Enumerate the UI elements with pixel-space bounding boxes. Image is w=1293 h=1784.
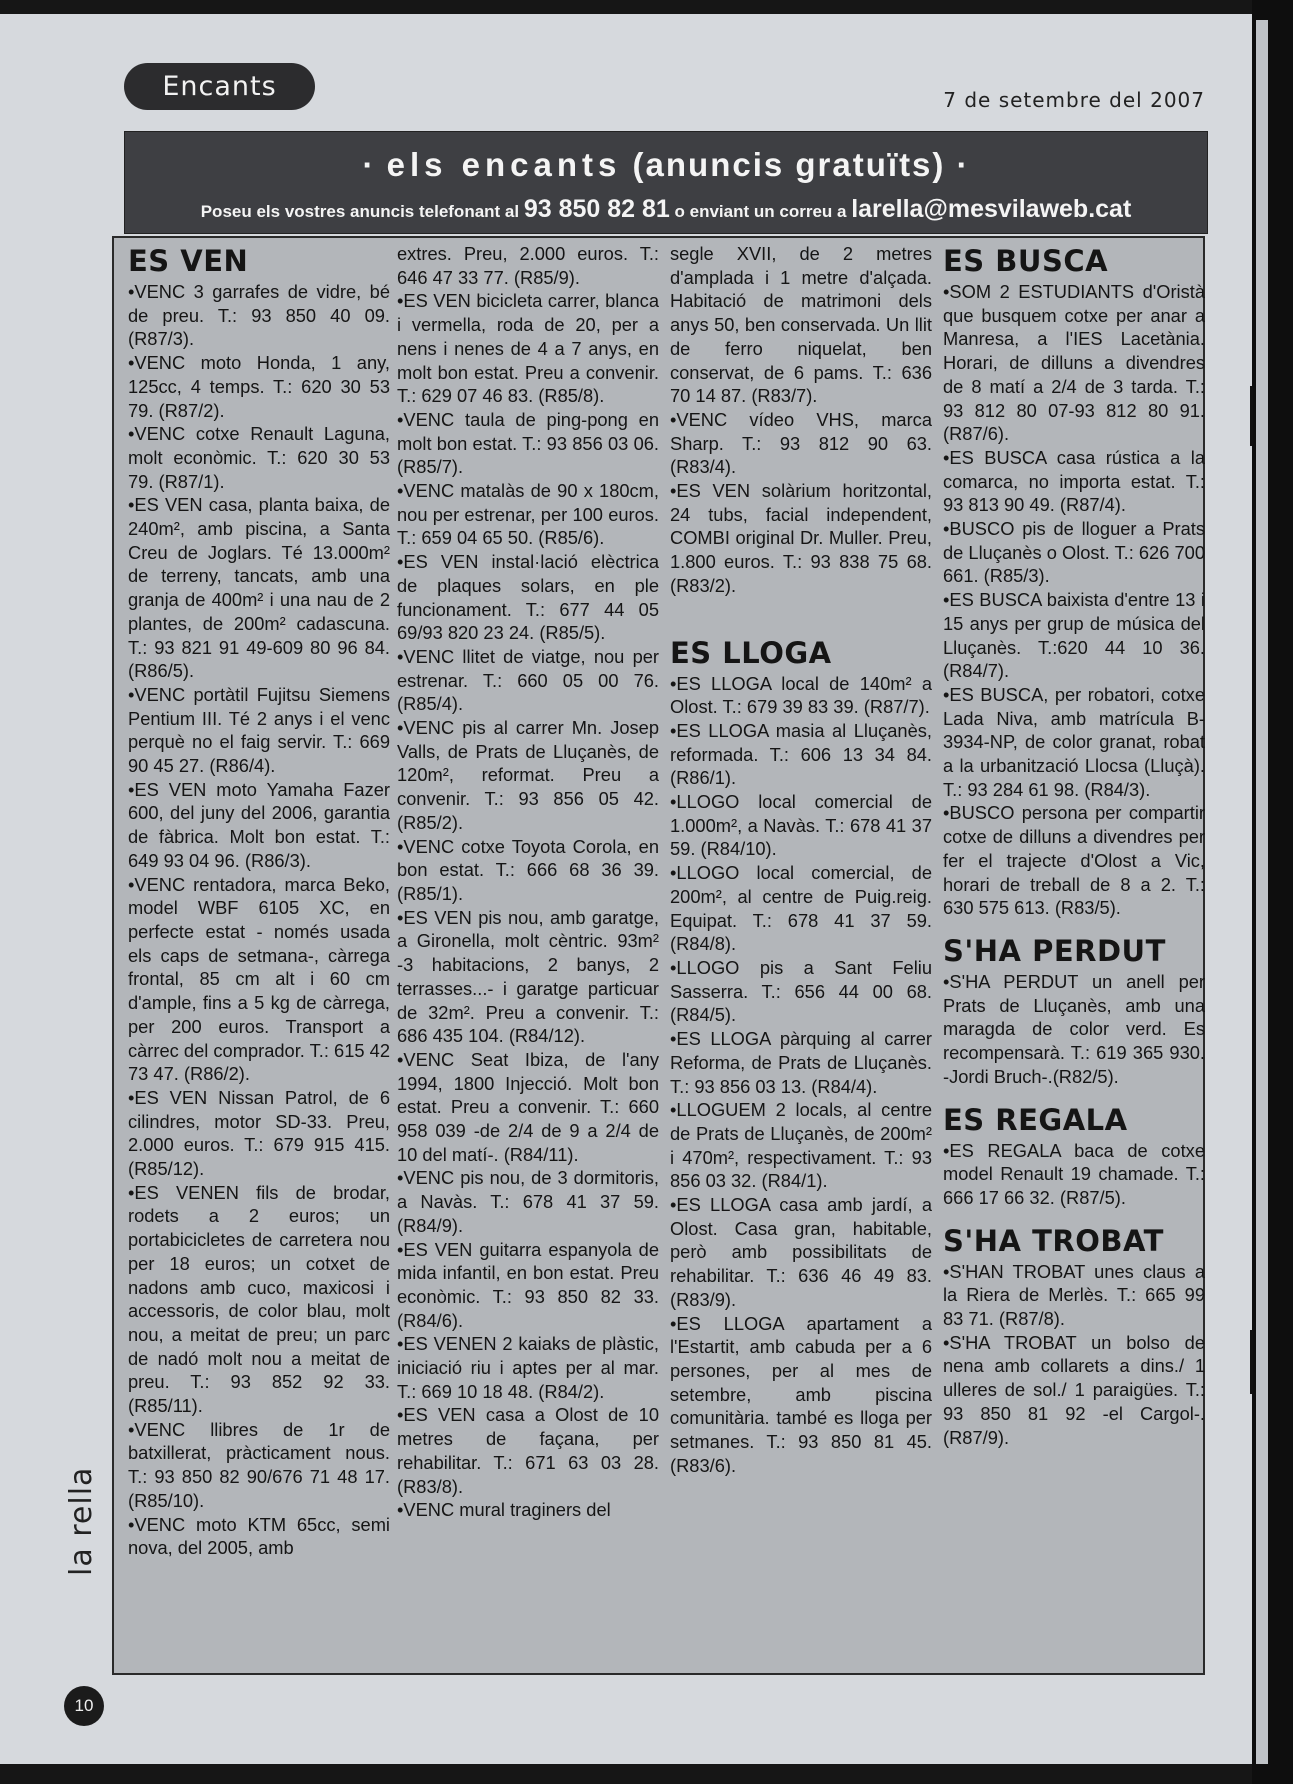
classified-ad: • BUSCO persona per compartir cotxe de dilluns a divendres per fer el trajecte d'Olost a Vic, horari de treball de 8 a 2. T.: 630 575 613. (R83/5). [943, 801, 1205, 920]
ad-continuation: segle XVII, de 2 metres d'amplada i 1 metre d'alçada. Habitació de matrimoni dels anys 50, ben conservada. Un llit de ferro niquelat, ben conservat, de 6 pams. T.: 636 70 14 87. (R83/7). [670, 243, 932, 407]
contact-phone: 93 850 82 81 [523, 195, 670, 223]
classified-ad: • S'HA PERDUT un anell per Prats de Lluçanès, amb una maragda de color verd. Es recompensarà. T.: 619 365 930. -Jordi Bruch-.(R82/5). [943, 970, 1205, 1089]
classified-ad: • ES VEN casa a Olost de 10 metres de façana, per rehabilitar. T.: 671 63 03 28. (R83/8). [397, 1403, 659, 1498]
classified-ad: • ES VEN moto Yamaha Fazer 600, del juny del 2006, garantia de fàbrica. Molt bon estat. T.: 649 93 04 96. (R86/3). [128, 778, 390, 873]
classified-ad: • ES REGALA baca de cotxe model Renault 19 chamade. T.: 666 17 66 32. (R87/5). [943, 1139, 1205, 1210]
classified-ad: • ES BUSCA casa rústica a la comarca, no importa estat. T.: 93 813 90 49. (R87/4). [943, 446, 1205, 517]
classified-ad: • VENC vídeo VHS, marca Sharp. T.: 93 812 90 63. (R83/4). [670, 408, 932, 479]
classified-ad: • VENC moto Honda, 1 any, 125cc, 4 temps. T.: 620 30 53 79. (R87/2). [128, 351, 390, 422]
heading-sha-trobat: S'HA TROBAT [943, 1223, 1164, 1258]
column-1 [128, 242, 390, 1670]
classifieds-panel [112, 236, 1205, 1675]
classified-ad: • ES VENEN 2 kaiaks de plàstic, iniciació riu i aptes per al mar. T.: 669 10 18 48. (R84/2). [397, 1332, 659, 1403]
classified-ad: • LLOGO local comercial, de 200m², al centre de Puig.reig. Equipat. T.: 678 41 37 59. (R84/8). [670, 861, 932, 956]
banner-sub-mid: o enviant un correu a [669, 202, 852, 221]
ad-continuation: extres. Preu, 2.000 euros. T.: 646 47 33 77. (R85/9). [397, 243, 659, 288]
classified-ad: • VENC Seat Ibiza, de l'any 1994, 1800 Injecció. Molt bon estat. Preu a convenir. T.: 660 958 039 -de 2/4 de 9 a 2/4 de 10 del matí-. (R84/11). [397, 1048, 659, 1167]
column-2 [397, 242, 659, 1670]
ads-sha-perdut [943, 970, 1205, 1089]
heading-es-lloga: ES LLOGA [670, 635, 832, 670]
classified-ad: • VENC pis al carrer Mn. Josep Valls, de Prats de Lluçanès, de 120m², reformat. Preu a convenir. T.: 93 856 05 42. (R85/2). [397, 716, 659, 835]
classified-ad: • VENC rentadora, marca Beko, model WBF 6105 XC, en perfecte estat - només usada els caps de setmana-, càrrega frontal, 85 cm alt i 60 cm d'ample, fins a 5 kg de càrrega, per 200 euros. Transport a càrrec del comprador. T.: 615 42 73 47. (R86/2). [128, 873, 390, 1086]
classifieds-banner [124, 131, 1208, 234]
ads-es-busca [943, 280, 1205, 920]
section-label: Encants [124, 63, 315, 110]
classified-ad: • VENC 3 garrafes de vidre, bé de preu. T.: 93 850 40 09. (R87/3). [128, 280, 390, 351]
classified-ad: • VENC cotxe Renault Laguna, molt econòmic. T.: 620 30 53 79. (R87/1). [128, 422, 390, 493]
classified-ad: • VENC cotxe Toyota Corola, en bon estat. T.: 666 68 36 39. (R85/1). [397, 835, 659, 906]
ads-es-lloga [670, 672, 932, 1478]
classified-ad: • ES VEN pis nou, amb garatge, a Gironella, molt cèntric. 93m² -3 habitacions, 2 banys, 2 terrasses...- i garatge particuar de 32m². Preu a convenir. T.: 686 435 104. (R84/12). [397, 906, 659, 1048]
classified-ad: • ES VEN Nissan Patrol, de 6 cilindres, motor SD-33. Preu, 2.000 euros. T.: 679 915 415. (R85/12). [128, 1086, 390, 1181]
issue-date: 7 de setembre del 2007 [943, 88, 1205, 112]
classified-ad: • ES LLOGA apartament a l'Estartit, amb cabuda per a 6 persones, per al mes de setembre, amb piscina comunitària. també es lloga per setmanes. T.: 93 850 81 45. (R83/6). [670, 1312, 932, 1478]
heading-es-busca: ES BUSCA [943, 244, 1109, 278]
classified-ad: • ES VEN bicicleta carrer, blanca i vermella, roda de 20, per a nens i nenes de 4 a 7 anys, en molt bon estat. Preu a convenir. T.: 629 07 46 83. (R85/8). [397, 289, 659, 408]
classified-ad: • ES BUSCA baixista d'entre 13 i 15 anys per grup de música del Lluçanès. T.:620 44 10 36. (R84/7). [943, 588, 1205, 683]
classified-ad: • LLOGUEM 2 locals, al centre de Prats de Lluçanès, de 200m² i 470m², respectivament. T.: 93 856 03 32. (R84/1). [670, 1098, 932, 1193]
column-4 [943, 242, 1205, 1670]
classified-ad: • VENC pis nou, de 3 dormitoris, a Navàs. T.: 678 41 37 59. (R84/9). [397, 1166, 659, 1237]
ads-es-ven-cont [397, 289, 659, 1522]
classified-ad: • ES VEN solàrium horitzontal, 24 tubs, facial independent, COMBI original Dr. Muller. Preu, 1.800 euros. T.: 93 838 75 68. (R83/2). [670, 479, 932, 598]
classified-ad: • VENC taula de ping-pong en molt bon estat. T.: 93 856 03 06. (R85/7). [397, 408, 659, 479]
classified-ad: • ES LLOGA casa amb jardí, a Olost. Casa gran, habitable, però amb possibilitats de rehabilitar. T.: 636 46 49 83. (R83/9). [670, 1193, 932, 1312]
heading-es-ven: ES VEN [128, 244, 249, 278]
heading-es-regala: ES REGALA [943, 1102, 1128, 1137]
banner-title-pre: · [362, 146, 387, 183]
classified-ad: • VENC mural traginers del [397, 1498, 659, 1522]
classified-ad: • VENC llibres de 1r de batxillerat, pràcticament nous. T.: 93 850 82 90/676 71 48 17. (R85/10). [128, 1418, 390, 1513]
ads-es-ven-end [670, 408, 932, 598]
publication-brand [64, 1536, 99, 1576]
page-number: 10 [64, 1686, 104, 1726]
heading-sha-perdut: S'HA PERDUT [943, 933, 1166, 968]
classified-ad: • S'HAN TROBAT unes claus a la Riera de Merlès. T.: 665 99 83 71. (R87/8). [943, 1260, 1205, 1331]
classified-ad: • ES LLOGA pàrquing al carrer Reforma, de Prats de Lluçanès. T.: 93 856 03 13. (R84/4). [670, 1027, 932, 1098]
classified-ad: • VENC llitet de viatge, nou per estrenar. T.: 660 05 00 76. (R85/4). [397, 645, 659, 716]
banner-subtitle [125, 195, 1207, 224]
classified-ad: • VENC portàtil Fujitsu Siemens Pentium III. Té 2 anys i el venc perquè no el faig servir. T.: 669 90 45 27. (R86/4). [128, 683, 390, 778]
column-3 [670, 242, 932, 1670]
classified-ad: • SOM 2 ESTUDIANTS d'Oristà que busquem cotxe per anar a Manresa, a l'IES Lacetània. Horari, de dilluns a divendres de 8 matí a 2/4 de 3 tarda. T.: 93 812 80 07-93 812 80 91. (R87/6). [943, 280, 1205, 446]
edge-mark [1250, 1330, 1253, 1394]
classified-ad: • LLOGO pis a Sant Feliu Sasserra. T.: 656 44 00 68. (R84/5). [670, 956, 932, 1027]
classified-ad: • VENC matalàs de 90 x 180cm, nou per estrenar, per 100 euros. T.: 659 04 65 50. (R85/6). [397, 479, 659, 550]
classified-ad: • ES VEN guitarra espanyola de mida infantil, en bon estat. Preu econòmic. T.: 93 850 82 33. (R84/6). [397, 1238, 659, 1333]
next-page-edge [1256, 20, 1268, 1764]
classified-ad: • LLOGO local comercial de 1.000m², a Navàs. T.: 678 41 37 59. (R84/10). [670, 790, 932, 861]
contact-email: larella@mesvilaweb.cat [851, 195, 1132, 223]
ads-es-regala [943, 1139, 1205, 1210]
banner-title-post: (anuncis gratuïts) · [621, 146, 970, 183]
classified-ad: • ES VEN instal·lació elèctrica de plaques solars, en ple funcionament. T.: 677 44 05 69/93 820 23 24. (R85/5). [397, 550, 659, 645]
classified-ad: • BUSCO pis de lloguer a Prats de Lluçanès o Olost. T.: 626 700 661. (R85/3). [943, 517, 1205, 588]
classified-ad: • ES LLOGA masia al Lluçanès, reformada. T.: 606 13 34 84. (R86/1). [670, 719, 932, 790]
banner-sub-pre: Poseu els vostres anuncis telefonant al [200, 202, 524, 221]
banner-title [125, 146, 1207, 184]
banner-title-main: els encants [386, 146, 622, 183]
ads-es-ven [128, 280, 390, 1560]
classified-ad: • ES BUSCA, per robatori, cotxe Lada Niva, amb matrícula B-3934-NP, de color granat, robat a la urbanització Llocsa (Lluçà). T.: 93 284 61 98. (R84/3). [943, 683, 1205, 802]
classified-ad: • S'HA TROBAT un bolso de nena amb collarets a dins./ 1 ulleres de sol./ 1 paraigües. T.: 93 850 81 92 -el Cargol-.(R87/9). [943, 1331, 1205, 1450]
edge-mark [1250, 386, 1253, 446]
classified-ad: • VENC moto KTM 65cc, semi nova, del 2005, amb [128, 1513, 390, 1560]
classified-ad: • ES LLOGA local de 140m² a Olost. T.: 679 39 83 39. (R87/7). [670, 672, 932, 719]
classified-ad: • ES VEN casa, planta baixa, de 240m², amb piscina, a Santa Creu de Joglars. Té 13.000m² de terreny, tancats, amb una granja de 400m² i una nau de 2 plantes, de 200m² cadascuna. T.: 93 821 91 49-609 80 96 84. (R86/5). [128, 493, 390, 683]
ads-sha-trobat [943, 1260, 1205, 1450]
classified-ad: • ES VENEN fils de brodar, rodets a 2 euros; un portabicicletes de carretera nou per 18 euros; un cotxet de nadons amb cuco, maxicosi i accessoris, de color blau, molt nou, a meitat de preu; un parc de nadó molt nou a meitat de preu. T.: 93 852 92 33. (R85/11). [128, 1181, 390, 1418]
